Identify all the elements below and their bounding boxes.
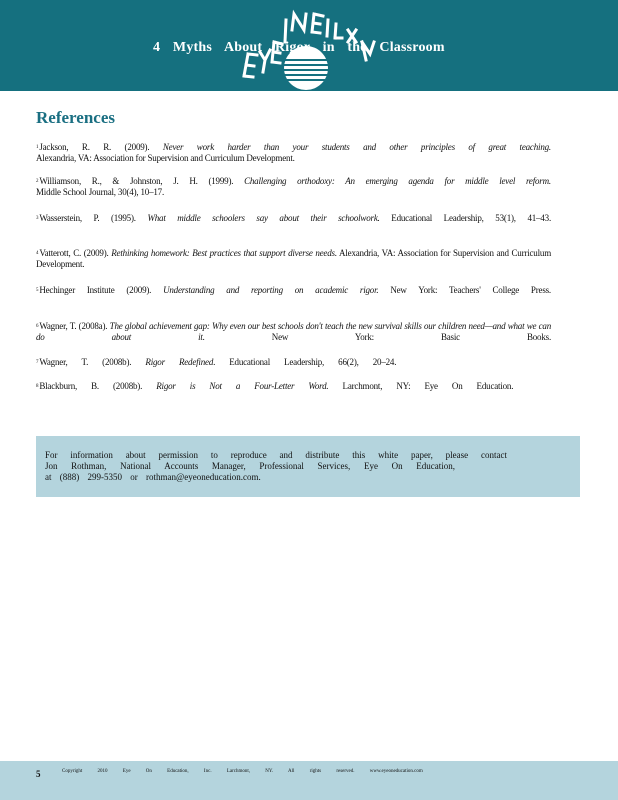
reference-5: $^5$Hechinger Institute (2009). Understanding and reporting on academic rigor. New York: Teachers' College Press. — [36, 285, 551, 295]
info-line-2: Jon Rothman, National Accounts Manager, Professional Services, Eye On Education, — [45, 461, 455, 471]
page-number: 5 — [36, 769, 41, 779]
reference-3: $^3$Wasserstein, P. (1995). What middle schoolers say about their schoolwork. Educational Leadership, 53(1), 41–43. — [36, 213, 551, 223]
info-line-3: at (888) 299-5350 or rothman@eyeoneducation.com. — [45, 472, 261, 482]
reference-2: $^2$Williamson, R., & Johnston, J. H. (1999). Challenging orthodoxy: An emerging agenda for middle level reform. Middle School Journal, 30(4), 10–17. — [36, 176, 551, 197]
contact-info-box — [36, 436, 580, 497]
header-banner — [0, 0, 618, 91]
reference-7: $^7$Wagner, T. (2008b). Rigor Redefined. Educational Leadership, 66(2), 20–24. — [36, 357, 397, 367]
reference-6: $^6$Wagner, T. (2008a). The global achievement gap: Why even our best schools don't teach the new survival skills our children need—and what we can do about it. New York: Basic Books. — [36, 321, 551, 342]
page-title: 4 Myths About Rigor in the Classroom — [153, 40, 445, 55]
references-heading: References — [36, 108, 115, 127]
info-line-1: For information about permission to reproduce and distribute this white paper, please contact — [45, 450, 507, 460]
reference-8: $^8$Blackburn, B. (2008b). Rigor is Not a Four-Letter Word. Larchmont, NY: Eye On Education. — [36, 381, 514, 391]
footer-bar — [0, 761, 618, 800]
reference-1: $^1$Jackson, R. R. (2009). Never work harder than your students and other principles of great teaching. Alexandria, VA: Association for Supervision and Curriculum Development. — [36, 142, 551, 163]
reference-4: $^4$Vatterott, C. (2009). Rethinking homework: Best practices that support diverse needs. Alexandria, VA: Association for Supervision and Curriculum Development. — [36, 248, 551, 269]
copyright-text: Copyright 2010 Eye On Education, Inc. Larchmont, NY. All rights reserved. www.eyeoneducation.com — [62, 769, 423, 774]
